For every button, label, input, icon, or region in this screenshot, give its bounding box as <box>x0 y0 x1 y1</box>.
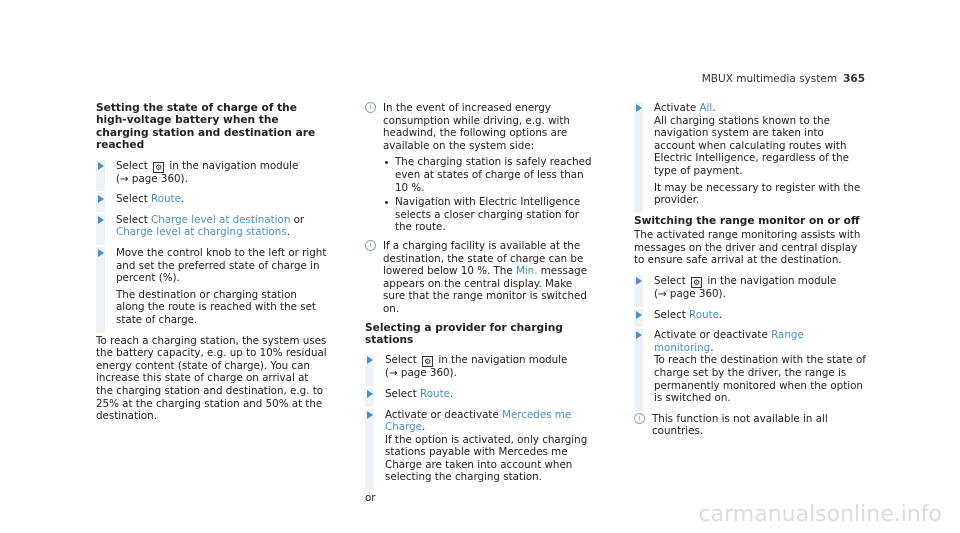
page-reference[interactable]: (→ page 360). <box>654 287 726 300</box>
menu-item-route[interactable]: Route <box>420 387 450 400</box>
page-reference[interactable]: (→ page 360). <box>385 367 457 380</box>
step-select-charge-level: Select Charge level at destination or Charge level at charging stations. <box>96 214 328 239</box>
step-move-control-knob: Move the control knob to the left or right and set the preferred state of charge in percent (%). The destination or charging station along the route is reached with the set state of charge. <box>96 247 328 327</box>
message-min: Min. <box>515 265 538 278</box>
page-header <box>702 73 865 85</box>
bullet-item: Navigation with Electric Intelligence selects a closer charging station for the route. <box>383 196 597 234</box>
step-select-route: Select Route. <box>365 388 597 401</box>
menu-item-route[interactable]: Route <box>689 308 719 321</box>
menu-item-route[interactable]: Route <box>151 193 181 206</box>
info-note-charging-facility: i If a charging facility is available at the destination, the state of charge can be lowered below 10 %. The Min. message appears on the central display. Make sure that the range monitor is switched on. <box>365 240 597 316</box>
step-select-gear: Select ⚙ in the navigation module (→ page 360). <box>96 160 328 186</box>
menu-item-all[interactable]: All <box>699 102 713 114</box>
bullet-item: The charging station is safely reached even at states of charge of less than 10 %. <box>383 156 597 194</box>
info-icon: i <box>634 413 645 424</box>
watermark: carmanualsonline.info <box>698 502 942 527</box>
paragraph-reach-charging-station: To reach a charging station, the system uses the battery capacity, e.g. up to 10% residual energy content (state of charge). You can increase this state of charge on arrival at the charging station and destination, e.g. to 25% at the charging station and 50% at the destination. <box>96 334 327 423</box>
gear-icon: ⚙ <box>423 357 432 367</box>
step-arrow-icon <box>98 195 104 203</box>
gear-icon: ⚙ <box>692 277 701 287</box>
step-arrow-icon <box>98 216 104 224</box>
column-3 <box>634 102 866 444</box>
or-label: or <box>365 492 376 505</box>
step-arrow-icon <box>367 411 373 419</box>
step-select-route: Select Route. <box>634 309 866 322</box>
step-select-route: Select Route. <box>96 193 328 206</box>
heading-range-monitor: Switching the range monitor on or off <box>634 214 860 227</box>
menu-item-charge-level-destination[interactable]: Charge level at destination <box>151 213 291 226</box>
paragraph-range-monitoring: The activated range monitoring assists with messages on the driver and central display to ensure safe arrival at the destination. <box>634 229 861 267</box>
step-arrow-icon <box>636 277 642 285</box>
header-title: MBUX multimedia system <box>701 73 838 85</box>
step-arrow-icon <box>98 249 104 257</box>
step-arrow-icon <box>98 162 104 170</box>
page-reference[interactable]: (→ page 360). <box>116 172 188 185</box>
column-2 <box>365 102 597 509</box>
step-arrow-icon <box>636 104 642 112</box>
info-note-availability: i This function is not available in all countries. <box>634 413 866 438</box>
info-icon: i <box>365 240 376 251</box>
step-select-gear: Select ⚙ in the navigation module (→ page 360). <box>634 275 866 301</box>
info-note-energy: i In the event of increased energy consumption while driving, e.g. with headwind, the following options are available on the system side: The charging station is safely reached even at states of charge of less than 10 %. Navigation with Electric Intelligence selects a closer charging station for the route. <box>365 102 597 234</box>
step-range-monitoring: Activate or deactivate Range monitoring. To reach the destination with the state of charge set by the driver, the range is permanently monitored when the option is switched on. <box>634 329 866 405</box>
step-arrow-icon <box>367 390 373 398</box>
heading-setting-state-of-charge: Setting the state of charge of the high-voltage battery when the charging station and destination are reached <box>96 102 316 152</box>
heading-selecting-provider: Selecting a provider for charging stations <box>365 321 563 346</box>
step-select-gear: Select ⚙ in the navigation module (→ page 360). <box>365 354 597 380</box>
info-icon: i <box>365 102 376 113</box>
step-arrow-icon <box>636 311 642 319</box>
menu-item-charge-level-stations[interactable]: Charge level at charging stations <box>116 226 287 239</box>
step-arrow-icon <box>367 356 373 364</box>
menu-item-mercedes-me-charge[interactable]: Mercedes me Charge <box>385 408 572 434</box>
step-arrow-icon <box>636 331 642 339</box>
step-mercedes-me-charge: Activate or deactivate Mercedes me Charge. If the option is activated, only charging stations payable with Mercedes me Charge are taken into account when selecting the charging station. <box>365 409 597 485</box>
step-activate-all: Activate All. All charging stations known to the navigation system are taken into account when calculating routes with Electric Intelligence, regardless of the type of payment. It may be necessary to register with the provider. <box>634 102 866 207</box>
column-1 <box>96 102 328 427</box>
page-number: 365 <box>843 73 865 85</box>
menu-item-range-monitoring[interactable]: Range monitoring <box>654 329 804 354</box>
gear-icon: ⚙ <box>154 162 163 172</box>
